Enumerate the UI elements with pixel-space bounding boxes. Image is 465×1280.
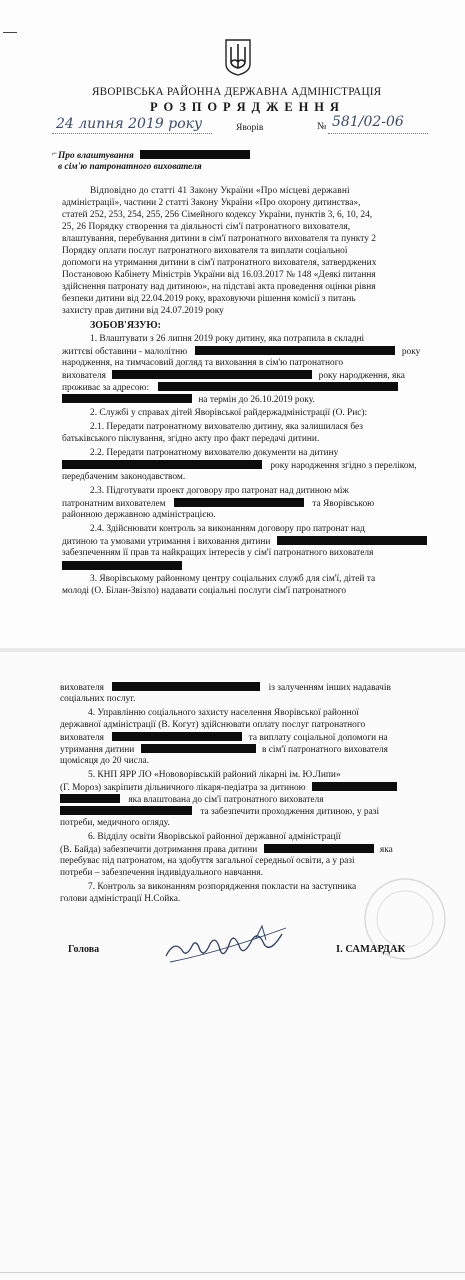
redaction xyxy=(277,536,427,545)
item-2-line: 2. Службі у справах дітей Яворівської райдержадміністрації (О. Рис): xyxy=(90,408,368,418)
preamble-line: Постановою Кабінету Міністрів України від 16.03.2017 № 148 «Деякі питання xyxy=(62,270,376,280)
item-4-line: щомісяця до 20 числа. xyxy=(60,756,150,766)
number-label: № xyxy=(317,121,327,132)
redaction xyxy=(60,794,120,803)
item-7-line: 7. Контроль за виконанням розпорядження покласти на заступника xyxy=(88,882,357,892)
handwritten-signature-icon xyxy=(160,920,290,970)
redaction xyxy=(140,150,250,159)
item-6-line: потреби – забезпечення індивідуального навчання. xyxy=(60,868,263,878)
item-3-line: 3. Яворівському районному центру соціальних служб для сім'ї, дітей та xyxy=(90,574,376,584)
item-1-line: народження, на тимчасовий догляд та виховання в сім'ю патронатного xyxy=(62,358,344,368)
number-underline xyxy=(328,133,428,135)
document-page-2 xyxy=(0,652,465,1280)
item-5-line: яка влаштована до сім'ї патронатного вихователя xyxy=(60,794,324,806)
redaction xyxy=(174,498,304,507)
preamble-line: безпеки дитини від 22.04.2019 року, враховуючи рішення комісії з питань xyxy=(62,294,356,304)
item-7-line: голови адміністрації Н.Сойка. xyxy=(60,894,181,904)
item-6-line: перебуває під патронатом, на здобуття загальної середньої освіти, а у разі xyxy=(60,856,355,866)
item-4-line: утримання дитини в сім'ї патронатного вихователя xyxy=(60,745,388,755)
preamble-line: допомоги на утримання дитини в сім'ї патронатного вихователя, затверджених xyxy=(62,258,377,268)
preamble-line: Відповідно до статті 41 Закону України «Про місцеві державні xyxy=(90,186,350,196)
redaction xyxy=(141,744,256,753)
preamble-line: влаштування, перебування дитини в сім'ї патронатного вихователя та пункту 2 xyxy=(62,234,376,244)
item-2-4-line: дитиною та умовами утримання і виховання дитини xyxy=(62,536,427,548)
number-handwritten: 581/02-06 xyxy=(332,114,404,130)
place: Яворів xyxy=(236,123,264,133)
zobov-heading: ЗОБОВ'ЯЗУЮ: xyxy=(90,320,162,331)
redaction xyxy=(62,394,192,403)
doc-type-title: Р О З П О Р Я Д Ж Е Н Н Я xyxy=(150,100,341,114)
item-5-line: та забезпечити проходження дитиною, у разі xyxy=(60,806,379,818)
item-2-3-line: районною державною адміністрацією. xyxy=(62,510,216,520)
preamble-line: статей 252, 253, 254, 255, 256 Сімейного кодексу України, пунктів 3, 6, 10, 24, xyxy=(62,210,373,220)
org-title: ЯВОРІВСЬКА РАЙОННА ДЕРЖАВНА АДМІНІСТРАЦІЯ xyxy=(92,86,382,98)
redaction xyxy=(158,382,398,391)
item-2-1-line: 2.1. Передати патронатному вихователю дитину, яка залишилася без xyxy=(90,422,363,432)
preamble-line: адміністрації», частини 2 статті Закону України «Про охорону дитинства», xyxy=(62,198,361,208)
redaction xyxy=(112,732,242,741)
redaction xyxy=(112,682,260,691)
item-5-line: 5. КНП ЯРР ЛО «Нововорівській районий лікарні ім. Ю.Липи» xyxy=(88,770,341,780)
item-3-line: вихователя із залученням інших надавачів xyxy=(60,683,391,693)
item-1-line: на термін до 26.10.2019 року. xyxy=(62,394,315,406)
item-1-line: 1. Влаштувати з 26 липня 2019 року дитину, яка потрапила в складні xyxy=(90,334,365,344)
redaction xyxy=(112,370,312,379)
item-2-2-line: передбаченим законодавством. xyxy=(62,472,186,482)
redaction xyxy=(264,844,374,853)
preamble-line: 25, 26 Порядку створення та діяльності сім'ї патронатного вихователя, xyxy=(62,222,351,232)
item-5-line: (Г. Мороз) закріпити дільничного лікаря-педіатра за дитиною xyxy=(60,782,397,794)
preamble-line: здійснення патронату над дитиною», на підставі акта проведення оцінки рівня xyxy=(62,282,376,292)
preamble-line: Порядку оплати послуг патронатного вихователя та виплати соціальної xyxy=(62,246,348,256)
item-4-line: державної адміністрації (В. Когут) здійснювати оплату послуг патронатного xyxy=(60,720,366,730)
redaction xyxy=(62,561,182,570)
item-3-line: молоді (О. Білан-Звізло) надавати соціальні послуги сім'ї патронатного xyxy=(62,586,347,596)
item-2-4-line: забезпеченням її прав та найкращих інтересів у сім'ї патронатного вихователя xyxy=(62,548,374,558)
signatory-role: Голова xyxy=(68,944,100,955)
page-bottom-edge xyxy=(0,1272,465,1273)
subject-corner-mark: ⌐ xyxy=(52,148,58,158)
item-2-2-line: року народження згідно з переліком, xyxy=(62,460,417,472)
date-handwritten: 24 липня 2019 року xyxy=(56,116,203,132)
item-5-line: потреби, медичного огляду. xyxy=(60,818,170,828)
corner-mark xyxy=(3,32,17,33)
date-underline xyxy=(52,133,212,135)
item-2-4-line: 2.4. Здійснювати контроль за виконанням договору про патронат над xyxy=(90,524,365,534)
preamble-line: захисту прав дитини від 24.07.2019 року xyxy=(62,306,224,316)
item-4-line: 4. Управлінню соціального захисту населення Яворівської районної xyxy=(88,708,359,718)
item-2-3-line: патронатним вихователем та Яворівською xyxy=(62,499,375,509)
subject-line-2: в сім'ю патронатного вихователя xyxy=(58,162,202,172)
item-1-line: проживає за адресою: xyxy=(62,382,398,394)
item-2-3-line: 2.3. Підготувати проект договору про патронат над дитиною між xyxy=(90,486,349,496)
item-4-line: вихователя та виплату соціальної допомоги на xyxy=(60,733,388,743)
subject-line-1: Про влаштування xyxy=(58,150,250,162)
trident-emblem-icon xyxy=(224,38,252,76)
item-6-line: 6. Відділу освіти Яворівської районної державної адміністрації xyxy=(88,832,341,842)
redaction xyxy=(312,782,397,791)
redaction xyxy=(62,460,262,469)
item-2-2-line: 2.2. Передати патронатному вихователю документи на дитину xyxy=(90,448,339,458)
redaction xyxy=(195,346,395,355)
item-2-1-line: батьківського піклування, згідно акту про факт передачі дитини. xyxy=(62,434,320,444)
item-1-line: вихователя року народження, яка xyxy=(62,371,405,381)
redaction xyxy=(60,806,192,815)
item-1-line: життєві обставини - малолітню року xyxy=(62,347,421,357)
item-6-line: (В. Байда) забезпечити дотримання права дитини яка xyxy=(60,845,393,855)
signatory-name: І. САМАРДАК xyxy=(336,944,406,955)
item-3-line: соціальних послуг. xyxy=(60,694,136,704)
